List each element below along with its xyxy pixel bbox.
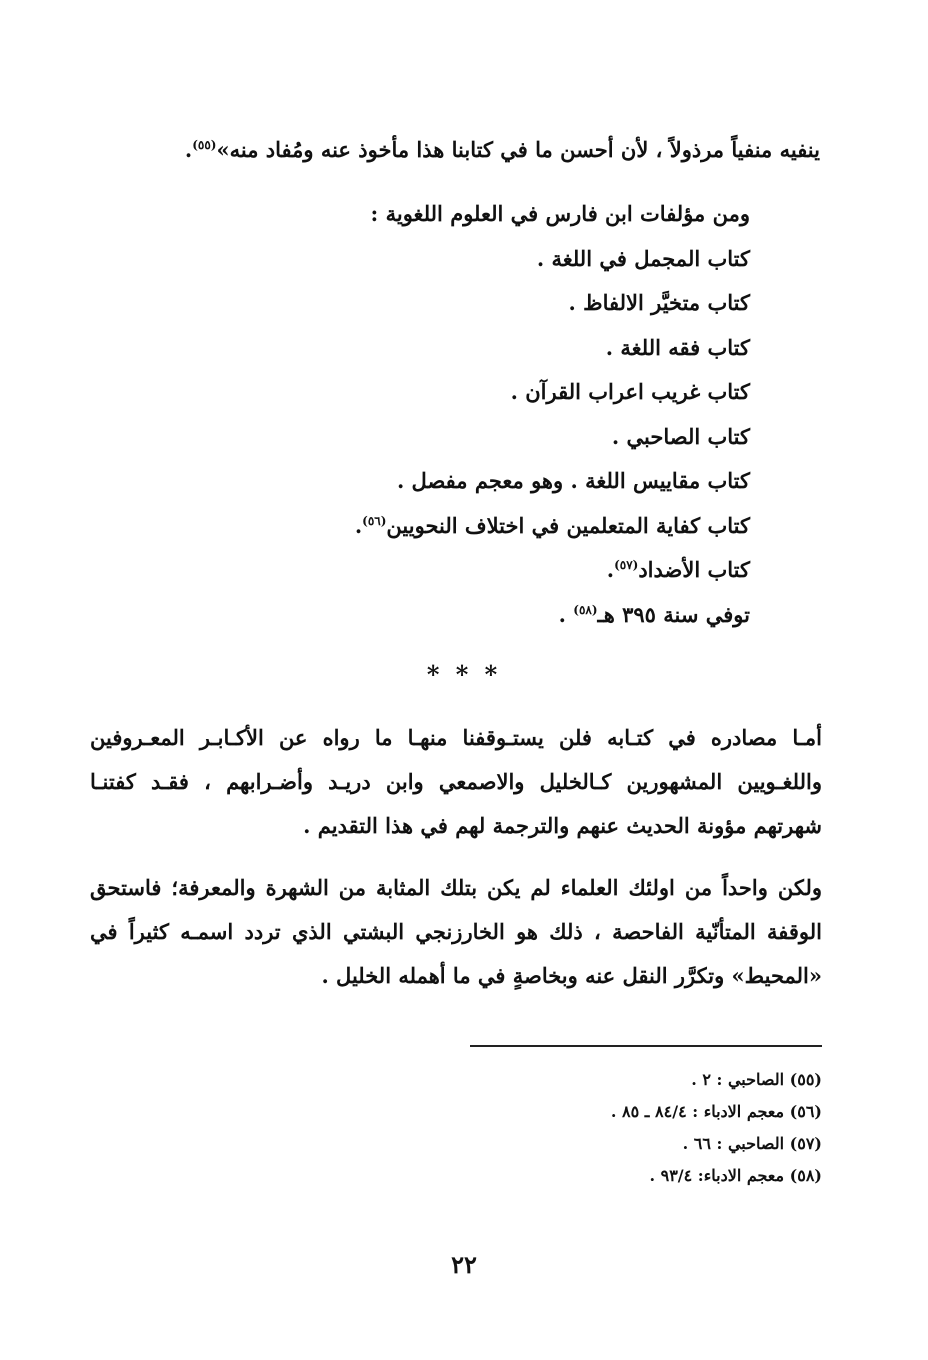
list-item-text: كتاب كفاية المتعلمين في اختلاف النحويين <box>386 512 750 538</box>
list-item-text: كتاب الأضداد <box>638 557 750 582</box>
list-item <box>190 548 750 593</box>
list-item <box>190 326 750 371</box>
list-item <box>190 281 750 326</box>
footnote-57: (٥٧) الصاحبي : ٦٦ . <box>682 1134 822 1153</box>
paragraph-sources: أمـا مصادره في كتـابه فلن يستـوقفنا منهـا ما رواه عن الأكـابـر المعـروفين واللغـويين المشهورين كـالخليل والاصمعي وابن دريـد وأضـرابهم ، فقـد كفتنـا شهرتهم مؤونة الحديث عنهم والترجمة لهم في هذا التقديم . <box>90 725 822 838</box>
footnote-divider <box>470 1045 822 1047</box>
list-item-text: كتاب متخيَّر الالفاظ . <box>568 290 750 315</box>
section-separator: * * * <box>426 660 502 689</box>
footnote-55: (٥٥) الصاحبي : ٢ . <box>691 1070 822 1089</box>
footnote-ref-55: (٥٥) <box>192 138 217 152</box>
list-item-text: كتاب غريب اعراب القرآن . <box>510 379 750 404</box>
footnote-ref-56: (٥٦) <box>362 513 387 528</box>
works-intro: ومن مؤلفات ابن فارس في العلوم اللغوية : <box>370 201 750 226</box>
footnote-ref-58: (٥٨) <box>573 602 598 617</box>
list-item-end: . <box>354 512 363 538</box>
death-year-line <box>190 593 750 638</box>
opening-text: ينفيه منفياً مرذولاً ، لأن أحسن ما في كتابنا هذا مأخوذ عنه ومُفاد منه» <box>216 137 820 162</box>
paragraph-kharzanji: ولكن واحداً من اولئك العلماء لم يكن بتلك المثابة من الشهرة والمعرفة؛ فاستحق الوقفة المتأنّية الفاحصة ، ذلك هو الخارزنجي البشتي الذي تردد اسمـه كثيراً في «المحيط» وتكرَّر النقل عنه وبخاصةٍ في ما أهمله الخليل . <box>90 875 822 988</box>
footnote-ref-57: (٥٧) <box>614 558 639 572</box>
list-item-end: . <box>606 557 615 582</box>
opening-end: . <box>184 137 193 162</box>
list-item-text: كتاب الصاحبي . <box>611 423 750 449</box>
opening-line <box>170 128 820 172</box>
list-item-text: كتاب المجمل في اللغة . <box>536 245 750 271</box>
list-item-text: كتاب فقه اللغة . <box>605 334 750 360</box>
footnote-56: (٥٦) معجم الادباء : ٨٤/٤ ـ ٨٥ . <box>610 1102 822 1121</box>
list-item-text: كتاب مقاييس اللغة . وهو معجم مفصل . <box>396 468 750 493</box>
list-item <box>190 237 750 282</box>
page-number: ٢٢ <box>451 1250 477 1279</box>
list-item <box>190 415 750 460</box>
list-item-end: . <box>558 601 574 627</box>
list-item-text: توفي سنة ٣٩٥ هـ <box>597 601 750 627</box>
footnote-58: (٥٨) معجم الادباء: ٩٣/٤ . <box>649 1166 822 1185</box>
list-item <box>190 459 750 504</box>
works-list <box>190 192 750 637</box>
list-item <box>190 370 750 415</box>
list-item <box>190 504 750 549</box>
footnotes-list <box>322 1064 822 1192</box>
